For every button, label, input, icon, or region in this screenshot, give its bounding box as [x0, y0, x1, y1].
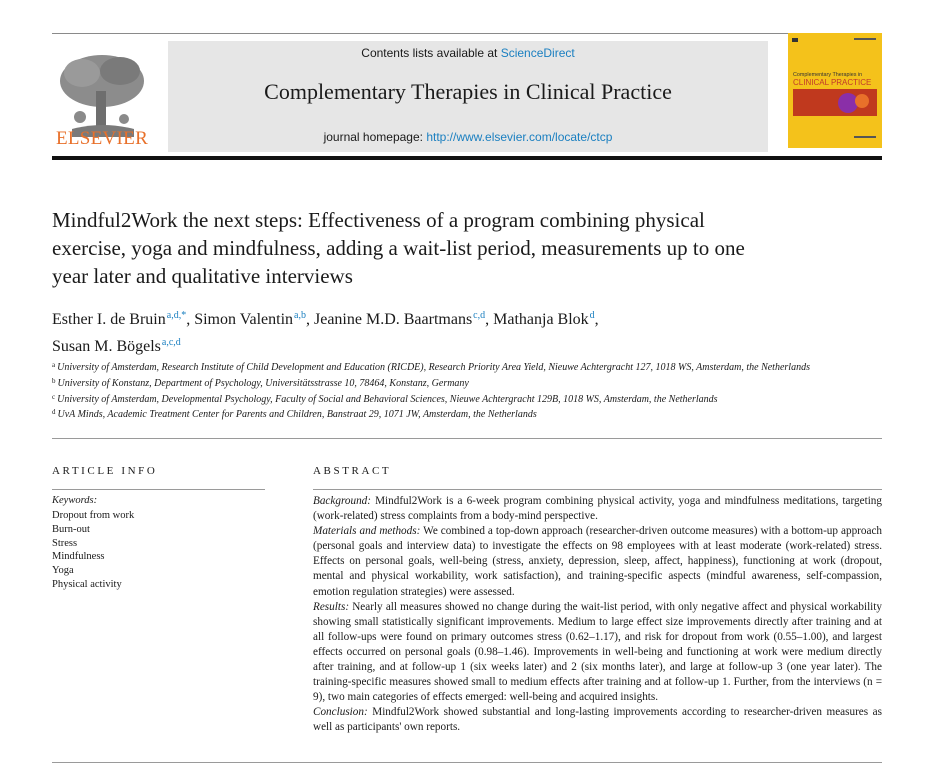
affiliation-b: $^b$ University of Konstanz, Department of Psychology, Universitätsstrasse 10, 78464, Konstanz, Germany	[52, 376, 469, 389]
journal-homepage-link[interactable]: http://www.elsevier.com/locate/ctcp	[426, 130, 613, 144]
keyword-item: Dropout from work	[52, 510, 135, 521]
cover-logo-mark	[792, 38, 798, 42]
journal-banner	[168, 41, 768, 152]
contents-line	[168, 46, 768, 60]
author-5-affiliation-marks: a,c,d	[161, 337, 181, 348]
cover-image-orange	[855, 94, 869, 108]
elsevier-wordmark: ELSEVIER	[55, 128, 149, 149]
keyword-item: Physical activity	[52, 578, 122, 590]
article-info-rule	[52, 489, 265, 490]
abstract-methods: Materials and methods: We combined a top-down approach (researcher-driven outcome measures) with a bottom-up approach (personal goals and interview data) to investigate the effects on 98 employees with at least moderate (work-related) stress. Effects on personal goals, well-being (stress, anxiety, depression, sleep, affect, happiness), functioning at work (dropout, mental and physical workability, work satisfaction), and training-specific aspects (mindful awareness, self-compassion, emotion regulation strategies) were assessed.	[313, 525, 883, 598]
author-1-affiliation-marks: a,d,*	[166, 310, 187, 321]
affiliation-d: $^d$ UvA Minds, Academic Treatment Center for Parents and Children, Banstraat 29, 1071 JW, Amsterdam, the Netherlands	[52, 408, 537, 421]
article-title: Mindful2Work the next steps: Effectiveness of a program combining physical exercise, yoga and mindfulness, adding a wait-list period, measurements up to one year later and qualitative interviews	[52, 208, 745, 288]
keyword-item: Yoga	[52, 565, 74, 577]
author-2[interactable]: Simon Valentin$^{a,b}$	[194, 310, 306, 328]
homepage-line	[168, 130, 768, 144]
affiliation-c: $^c$ University of Amsterdam, Developmental Psychology, Faculty of Social and Behavioral Sciences, Nieuwe Achtergracht 129B, 1018 WS, Amsterdam, the Netherlands	[52, 392, 718, 405]
keyword-item: Mindfulness	[52, 551, 105, 563]
cover-issue-line	[854, 38, 876, 40]
bottom-rule	[52, 762, 882, 763]
keyword-list	[52, 509, 134, 592]
abstract-body	[313, 494, 882, 736]
author-3[interactable]: Jeanine M.D. Baartmans$^{c,d}$	[313, 310, 486, 328]
sciencedirect-link[interactable]: ScienceDirect	[500, 46, 575, 60]
author-3-affiliation-marks: c,d	[473, 310, 486, 321]
abstract-conclusion: Conclusion: Mindful2Work showed substantial and long-lasting improvements according to researcher-driven measures as well as participants' own reports.	[313, 706, 882, 734]
homepage-prefix: journal homepage:	[323, 130, 427, 144]
cover-title-line2: CLINICAL PRACTICE	[793, 78, 872, 87]
journal-cover-thumbnail[interactable]	[788, 33, 882, 148]
abstract-results: Results: Nearly all measures showed no change during the wait-list period, with only negative affect and physical workability showing small statistically significant improvements. Medium to large effect size improvements directly after training and at all follow-ups were found on primary outcomes stress (0.62–1.17), and risk for dropout from work (0.55–1.00), and largest effects occurred on personal goals (0.98–1.46). Improvements in well-being and functioning at work were medium directly after training, and at follow-up 1 (six weeks later) and 2 (six months later), and large at follow-up 3 (one year later). The training-specific measures showed small to medium effects after training and at follow-up 1. Further, from the interviews (n = 9), two main categories of effects emerged: well-being and acquired insights.	[313, 600, 882, 704]
keyword-item: Burn-out	[52, 523, 90, 535]
abstract-heading: ABSTRACT	[313, 465, 392, 477]
header-top-rule	[52, 33, 882, 34]
contents-prefix: Contents lists available at	[361, 46, 501, 60]
abstract-background: Background: Mindful2Work is a 6-week program combining physical activity, yoga and mindfulness meditations, targeting (work-related) stress complaints from a body-mind perspective.	[313, 495, 882, 523]
keyword-item: Stress	[52, 537, 78, 549]
abstract-rule	[313, 489, 882, 490]
author-4-affiliation-marks: d	[589, 310, 595, 321]
author-2-affiliation-marks: a,b	[294, 310, 306, 321]
author-1[interactable]: Esther I. de Bruin$^{a,d,*}$	[52, 310, 187, 328]
affiliation-list	[52, 359, 832, 422]
section-divider	[52, 438, 882, 439]
cover-image-purple	[838, 93, 858, 113]
author-4[interactable]: Mathanja Blok$^d$	[493, 310, 595, 328]
keywords-label: Keywords:	[52, 495, 98, 506]
author-list: Esther I. de Bruin$^{a,d,*}$, Simon Valentin$^{a,b}$, Jeanine M.D. Baartmans$^{c,d}$, Mathanja Blok$^d$, Susan M. Bögels$^{a,c,d}$	[52, 310, 599, 355]
header-bottom-rule	[52, 156, 882, 160]
cover-title-line1: Complementary Therapies in	[793, 72, 863, 78]
cover-footer-line	[854, 136, 876, 138]
journal-title: Complementary Therapies in Clinical Practice	[264, 79, 672, 104]
article-info-heading: ARTICLE INFO	[52, 465, 158, 477]
affiliation-a: $^a$ University of Amsterdam, Research Institute of Child Development and Education (RICDE), Research Priority Area Yield, Nieuwe Achtergracht 127, 1018 WS, Amsterdam, the Netherlands	[52, 361, 810, 373]
author-5[interactable]: Susan M. Bögels$^{a,c,d}$	[52, 337, 181, 355]
